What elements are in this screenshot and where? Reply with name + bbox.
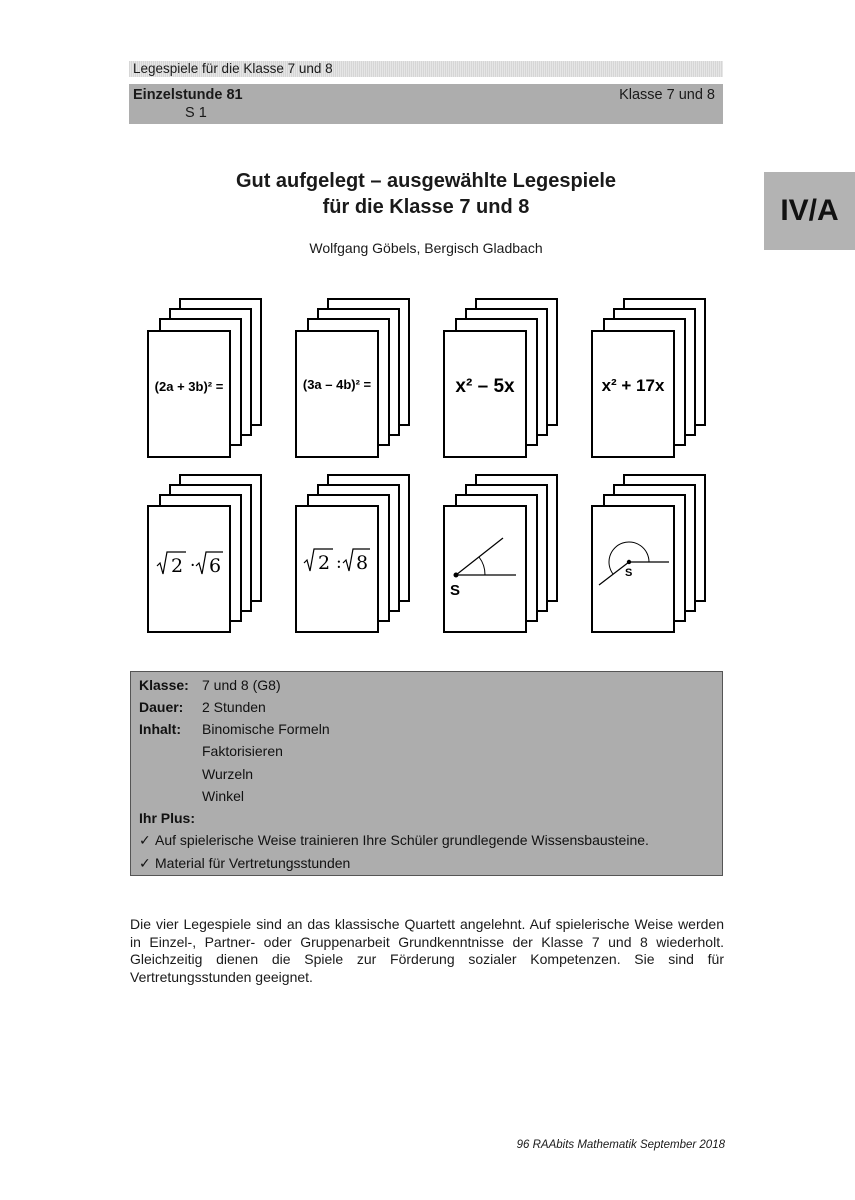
info-label-klasse: Klasse: xyxy=(139,677,189,693)
lesson-title: Einzelstunde 81 xyxy=(133,87,243,103)
page-footer: 96 RAAbits Mathematik September 2018 xyxy=(516,1139,725,1151)
info-box xyxy=(130,671,723,876)
vertex-dot-icon xyxy=(627,560,631,564)
page-title-line-1: Gut aufgelegt – ausgewählte Legespiele xyxy=(235,170,617,192)
card-stack-binom-2 xyxy=(296,299,409,457)
card-stack-factor-2 xyxy=(592,299,705,457)
card-text-binom-1: (2a + 3b)² = xyxy=(154,379,224,394)
info-value-klasse: 7 und 8 (G8) xyxy=(202,677,281,693)
card-text-root-1-op: · xyxy=(190,556,196,576)
info-label-dauer: Dauer: xyxy=(139,699,184,715)
card-stack-angle-1 xyxy=(444,475,557,632)
card-text-binom-2: (3a – 4b)² = xyxy=(302,377,372,392)
card-text-root-1-a: 2 xyxy=(171,555,184,577)
checkmark-icon: ✓ xyxy=(139,832,151,848)
plus-item-2 xyxy=(139,852,350,874)
card-text-angle-1-vertex: S xyxy=(450,582,461,599)
card-text-factor-2: x² + 17x xyxy=(601,376,665,395)
card-stack-root-2 xyxy=(296,475,409,632)
page-title-line-2: für die Klasse 7 und 8 xyxy=(322,196,530,218)
description-paragraph: Die vier Legespiele sind an das klassische Quartett angelehnt. Auf spielerische Weise werden in Einzel-, Partner- oder Gruppenarbeit Grundkenntnisse der Klasse 7 und 8 wiederholt. Gleichzeitig dienen die Spiele zur Förderung sozialer Kompetenzen. Sie sind für Vertretungsstunden geeignet. xyxy=(130,916,724,985)
series-title: Legespiele für die Klasse 7 und 8 xyxy=(133,61,333,76)
card-stack-binom-1 xyxy=(148,299,261,457)
checkmark-icon: ✓ xyxy=(139,855,151,871)
card-text-angle-2-vertex: S xyxy=(625,567,633,579)
info-value-dauer: 2 Stunden xyxy=(202,699,266,715)
card-text-root-2-a: 2 xyxy=(318,552,331,574)
card-text-root-1-b: 6 xyxy=(209,555,222,577)
info-label-plus: Ihr Plus: xyxy=(139,810,196,826)
plus-item-1-text: Auf spielerische Weise trainieren Ihre Schüler grundlegende Wissensbausteine. xyxy=(155,832,649,848)
info-label-inhalt: Inhalt: xyxy=(139,721,181,737)
card-text-root-2-b: 8 xyxy=(356,552,369,574)
vertex-dot-icon xyxy=(454,573,459,578)
info-value-inhalt-1: Binomische Formeln xyxy=(202,721,330,737)
plus-item-1 xyxy=(139,829,649,851)
info-value-inhalt-3: Wurzeln xyxy=(202,766,254,782)
section-tab: IV/A xyxy=(764,172,855,250)
author-line: Wolfgang Göbels, Bergisch Gladbach xyxy=(309,240,543,256)
card-stack-root-1 xyxy=(148,475,261,632)
info-value-inhalt-2: Faktorisieren xyxy=(202,743,283,759)
info-value-inhalt-4: Winkel xyxy=(202,788,245,804)
lesson-page-number: S 1 xyxy=(185,105,207,121)
plus-item-2-text: Material für Vertretungsstunden xyxy=(155,855,351,871)
card-stack-factor-1 xyxy=(444,299,557,457)
card-text-factor-1: x² – 5x xyxy=(455,376,515,397)
card-stack-angle-2 xyxy=(592,475,705,632)
card-text-root-2-op: : xyxy=(336,553,342,573)
lesson-class: Klasse 7 und 8 xyxy=(619,87,715,103)
